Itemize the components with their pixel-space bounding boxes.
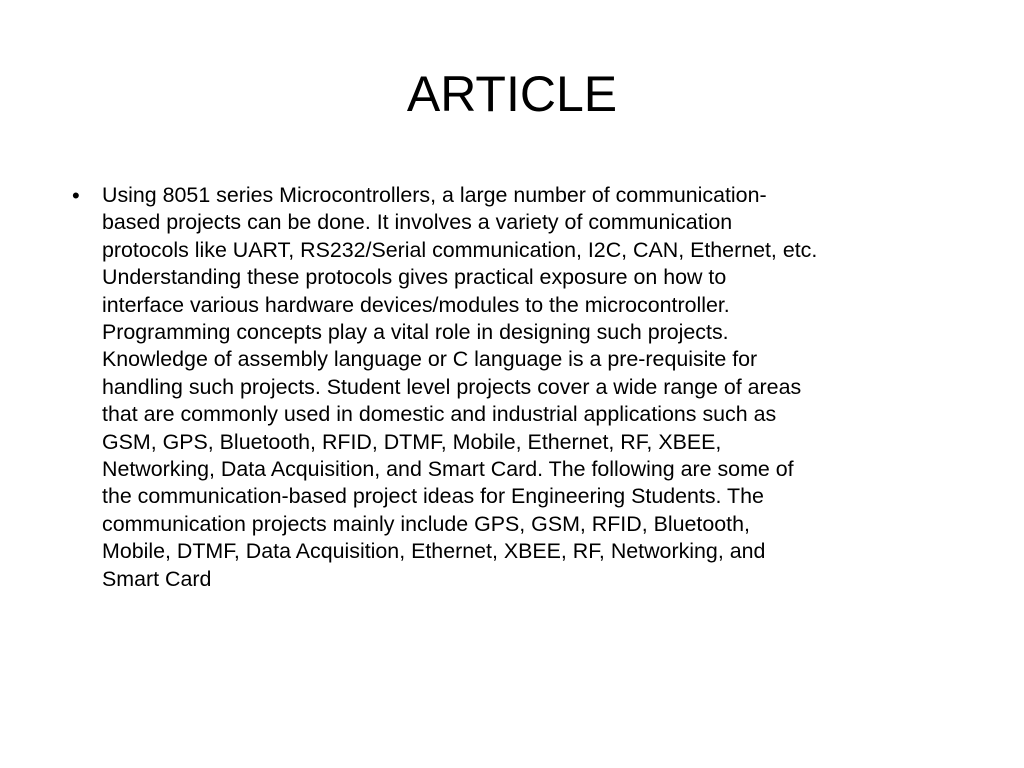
bullet-line: based projects can be done. It involves a variety of communication xyxy=(102,210,733,235)
bullet-icon: • xyxy=(72,183,80,208)
bullet-line: Smart Card xyxy=(102,566,212,591)
bullet-line: Programming concepts play a vital role in designing such projects. xyxy=(102,320,729,345)
bullet-line: Mobile, DTMF, Data Acquisition, Ethernet, XBEE, RF, Networking, and xyxy=(102,539,766,564)
bullet-text xyxy=(102,182,972,593)
bullet-line: protocols like UART, RS232/Serial communication, I2C, CAN, Ethernet, etc. xyxy=(102,237,818,262)
bullet-line: Using 8051 series Microcontrollers, a large number of communication- xyxy=(102,183,767,207)
bullet-line: handling such projects. Student level projects cover a wide range of areas xyxy=(102,374,802,399)
slide-title: ARTICLE xyxy=(406,66,618,122)
bullet-line: Knowledge of assembly language or C language is a pre-requisite for xyxy=(102,347,758,372)
bullet-line: that are commonly used in domestic and industrial applications such as xyxy=(102,402,777,427)
bullet-item xyxy=(72,182,972,593)
slide-body xyxy=(72,182,972,593)
bullet-line: interface various hardware devices/modules to the microcontroller. xyxy=(102,292,730,317)
bullet-line: Networking, Data Acquisition, and Smart Card. The following are some of xyxy=(102,457,794,482)
bullet-line: Understanding these protocols gives practical exposure on how to xyxy=(102,265,727,290)
bullet-line: GSM, GPS, Bluetooth, RFID, DTMF, Mobile, Ethernet, RF, XBEE, xyxy=(102,429,722,454)
bullet-line: communication projects mainly include GPS, GSM, RFID, Bluetooth, xyxy=(102,511,750,536)
bullet-line: the communication-based project ideas for Engineering Students. The xyxy=(102,484,764,509)
